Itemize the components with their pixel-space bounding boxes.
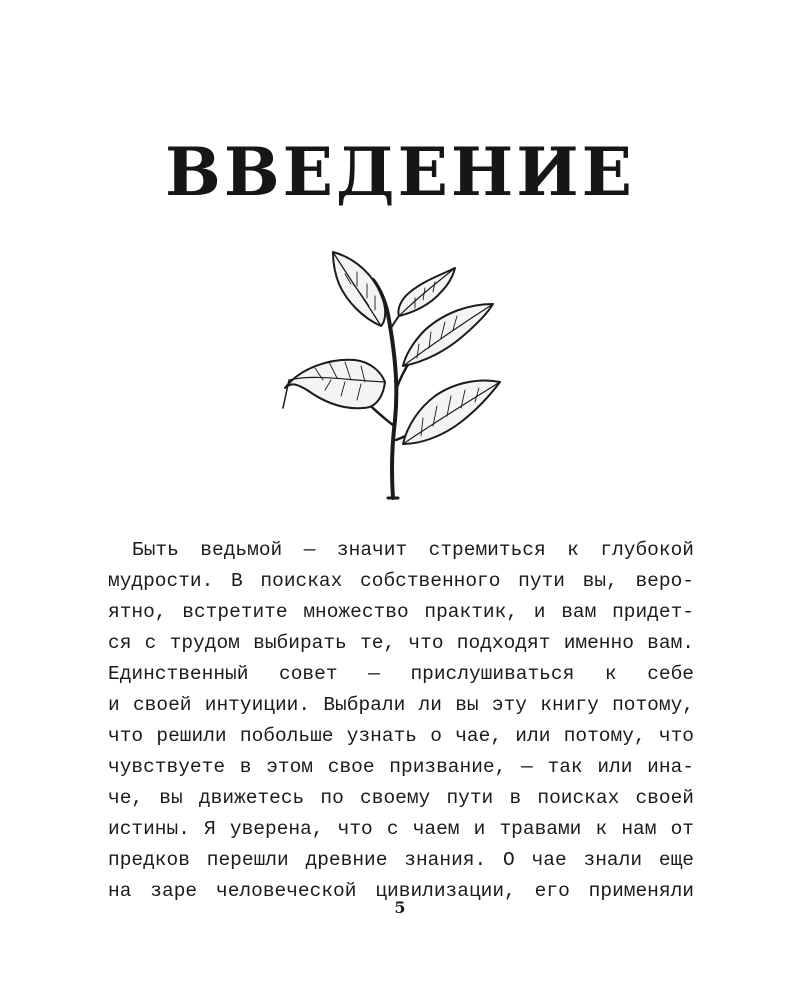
text-line: чувствуете в этом свое призвание, — так или ина- <box>108 756 694 778</box>
chapter-title: ВВЕДЕНИЕ <box>165 133 635 211</box>
text-line: и своей интуиции. Выбрали ли вы эту книгу потому, <box>108 694 694 716</box>
body-text <box>108 535 694 907</box>
text-line: ся с трудом выбирать те, что подходят именно вам. <box>108 632 694 654</box>
text-line: предков перешли древние знания. О чае знали еще <box>108 849 694 871</box>
text-line: ятно, встретите множество практик, и вам придет- <box>108 601 694 623</box>
text-line: Единственный совет — прислушиваться к себе <box>108 663 694 685</box>
text-line: истины. Я уверена, что с чаем и травами к нам от <box>108 818 694 840</box>
tea-sprig-icon <box>275 240 510 510</box>
page-number: 5 <box>394 898 406 917</box>
text-line: мудрости. В поисках собственного пути вы, веро- <box>108 570 694 592</box>
text-line: на заре человеческой цивилизации, его применяли <box>108 880 694 902</box>
text-line: че, вы движетесь по своему пути в поисках своей <box>108 787 694 809</box>
text-line: что решили побольше узнать о чае, или потому, что <box>108 725 694 747</box>
text-line: Быть ведьмой — значит стремиться к глубокой <box>132 539 694 561</box>
